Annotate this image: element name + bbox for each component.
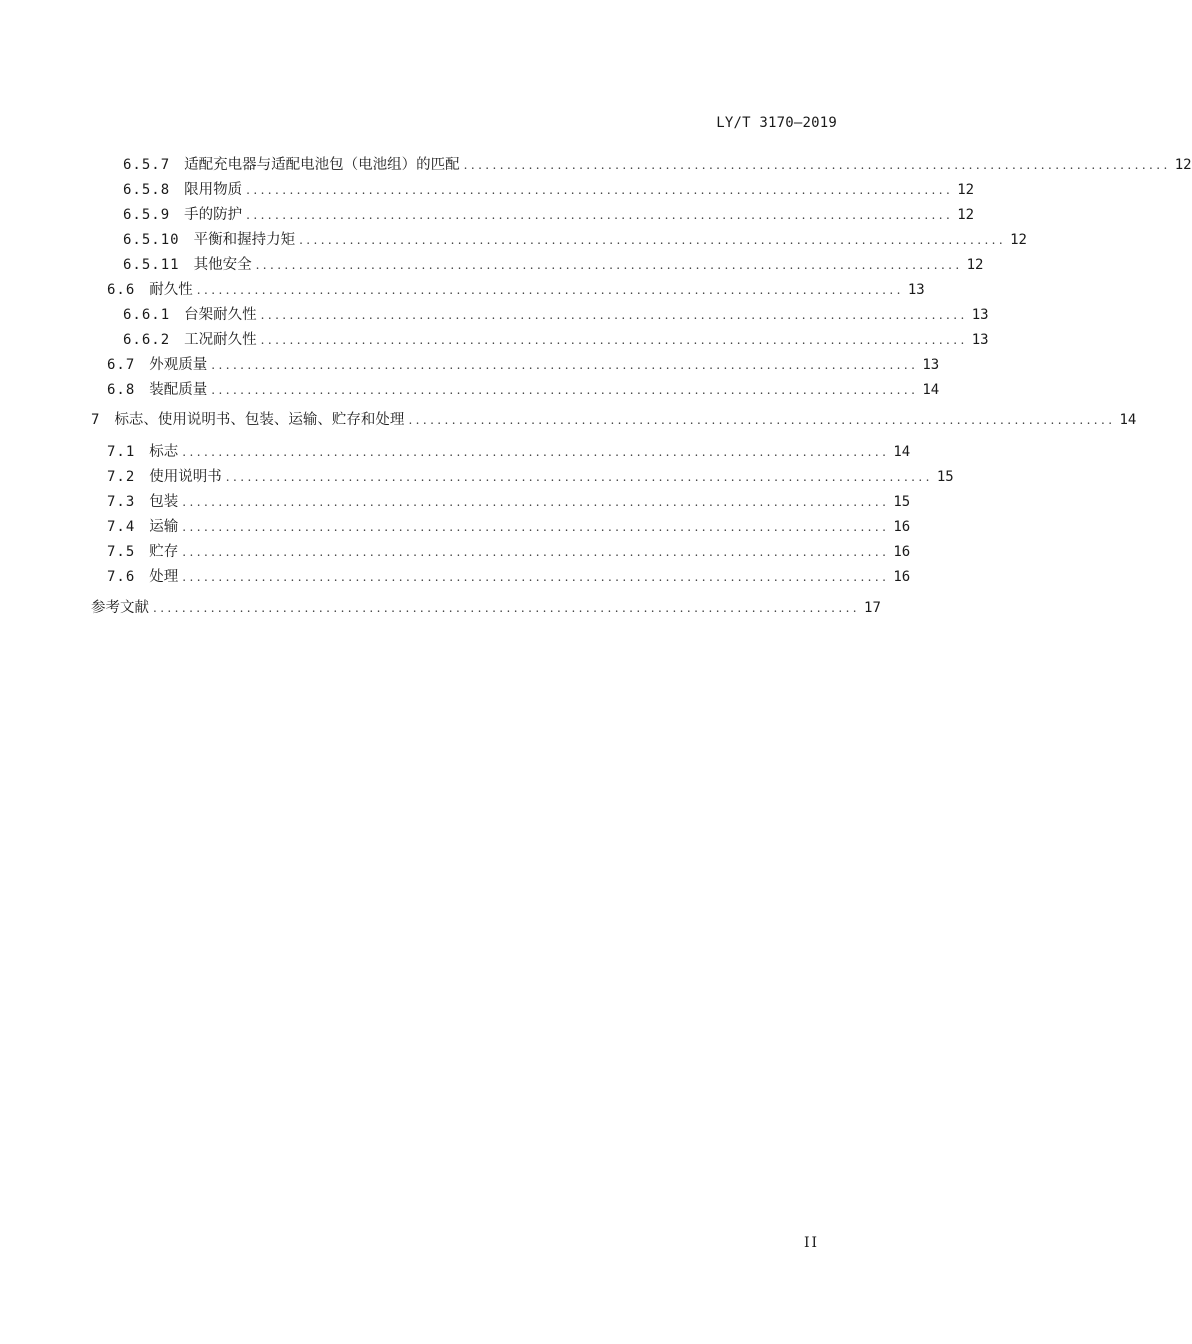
- toc-title: 适配充电器与适配电池包（电池组）的匹配: [184, 157, 460, 173]
- toc-leader: ..................................................................................................: [182, 570, 890, 584]
- toc-page: 14: [1119, 412, 1137, 428]
- toc-entry-7-3[interactable]: [107, 492, 911, 512]
- toc-page: 12: [957, 182, 975, 198]
- toc-entry-7-4[interactable]: [107, 517, 911, 537]
- toc-entry-7-1[interactable]: [107, 442, 911, 462]
- toc-number: 7.6: [107, 569, 136, 585]
- toc-title: 包装: [149, 494, 179, 510]
- toc-title: 手的防护: [184, 207, 243, 223]
- toc-leader: ..................................................................................................: [408, 413, 1116, 427]
- toc-number: 6.8: [107, 382, 136, 398]
- toc-leader: ..................................................................................................: [463, 158, 1171, 172]
- toc-number: 6.6: [107, 282, 136, 298]
- toc-number: 6.5.9: [123, 207, 171, 223]
- toc-leader: ..................................................................................................: [182, 545, 890, 559]
- toc-leader: ..................................................................................................: [182, 445, 890, 459]
- toc-page: 12: [1010, 232, 1027, 248]
- toc-leader: ..................................................................................................: [211, 383, 919, 397]
- toc-leader: ..................................................................................................: [246, 183, 954, 197]
- toc-page: 12: [957, 207, 975, 223]
- toc-title: 标志、使用说明书、包装、运输、贮存和处理: [114, 412, 405, 428]
- toc-page: 14: [893, 444, 911, 460]
- toc-entry-6-5-7[interactable]: [123, 155, 1192, 175]
- toc-leader: ..................................................................................................: [153, 601, 861, 615]
- toc-page: 12: [966, 257, 984, 273]
- toc-entry-6-8[interactable]: [107, 380, 940, 400]
- toc-title: 耐久性: [149, 282, 193, 298]
- toc-number: 6.5.7: [123, 157, 171, 173]
- toc-leader: ..................................................................................................: [299, 233, 1007, 247]
- page-number: II: [804, 1235, 820, 1251]
- toc-title: 外观质量: [149, 357, 208, 373]
- toc-entry-6-6[interactable]: [107, 280, 925, 300]
- toc-leader: ..................................................................................................: [255, 258, 963, 272]
- toc-number: 6.6.2: [123, 332, 171, 348]
- toc-number: 7.4: [107, 519, 136, 535]
- toc-number: 6.5.8: [123, 182, 171, 198]
- toc-page: 14: [922, 382, 940, 398]
- toc-page: 13: [971, 307, 989, 323]
- toc-page: 15: [893, 494, 911, 510]
- toc-number: 7.2: [107, 469, 136, 485]
- toc-title: 标志: [149, 444, 179, 460]
- toc-page: 13: [971, 332, 989, 348]
- toc-title: 参考文献: [91, 600, 149, 616]
- toc-number: 6.5.11: [123, 257, 180, 273]
- toc-number: 7.1: [107, 444, 136, 460]
- toc-title: 处理: [149, 569, 179, 585]
- toc-entry-7-2[interactable]: [107, 467, 954, 487]
- toc-page: 13: [907, 282, 925, 298]
- toc-title: 工况耐久性: [184, 332, 257, 348]
- toc-entry-6-5-11[interactable]: [123, 255, 984, 275]
- toc-number: 7.5: [107, 544, 136, 560]
- toc-page: 12: [1174, 157, 1192, 173]
- toc-entry-6-6-1[interactable]: [123, 305, 989, 325]
- toc-page: 15: [936, 469, 954, 485]
- toc-page: 17: [864, 600, 881, 616]
- toc-page: 16: [893, 544, 911, 560]
- toc-leader: ..................................................................................................: [182, 520, 890, 534]
- toc-entry-references[interactable]: [91, 598, 881, 618]
- toc-page: 16: [893, 519, 911, 535]
- toc-number: 7.3: [107, 494, 136, 510]
- document-code: LY/T 3170—2019: [716, 115, 837, 131]
- toc-title: 平衡和握持力矩: [193, 232, 296, 248]
- toc-entry-6-5-8[interactable]: [123, 180, 975, 200]
- toc-title: 装配质量: [149, 382, 208, 398]
- toc-title: 限用物质: [184, 182, 243, 198]
- toc-title: 其他安全: [193, 257, 252, 273]
- toc-title: 使用说明书: [149, 469, 222, 485]
- toc-page: 16: [893, 569, 911, 585]
- toc-entry-7-6[interactable]: [107, 567, 911, 587]
- toc-entry-7-5[interactable]: [107, 542, 911, 562]
- toc-leader: ..................................................................................................: [211, 358, 919, 372]
- toc-title: 贮存: [149, 544, 179, 560]
- toc-leader: ..................................................................................................: [246, 208, 954, 222]
- toc-leader: ..................................................................................................: [260, 333, 968, 347]
- toc-leader: ..................................................................................................: [196, 283, 904, 297]
- toc-title: 台架耐久性: [184, 307, 257, 323]
- toc-leader: ..................................................................................................: [182, 495, 890, 509]
- toc-number: 7: [91, 412, 101, 428]
- toc-number: 6.6.1: [123, 307, 171, 323]
- toc-entry-6-5-9[interactable]: [123, 205, 975, 225]
- toc-entry-6-5-10[interactable]: [123, 230, 1027, 250]
- toc-entry-7[interactable]: [91, 410, 1137, 430]
- toc-number: 6.7: [107, 357, 136, 373]
- toc-leader: ..................................................................................................: [225, 470, 933, 484]
- toc-entry-6-7[interactable]: [107, 355, 940, 375]
- toc-title: 运输: [149, 519, 179, 535]
- toc-leader: ..................................................................................................: [260, 308, 968, 322]
- toc-page: 13: [922, 357, 940, 373]
- toc-entry-6-6-2[interactable]: [123, 330, 989, 350]
- toc-number: 6.5.10: [123, 232, 180, 248]
